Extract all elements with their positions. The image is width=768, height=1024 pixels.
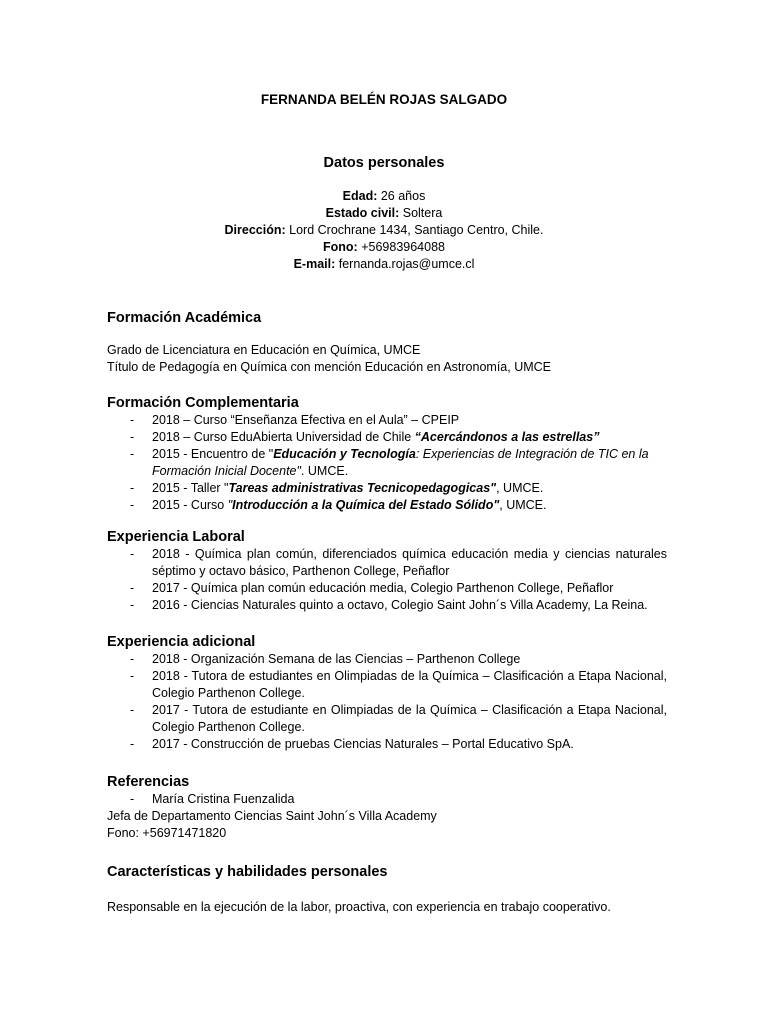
additional-section: [107, 633, 667, 753]
list-item: [107, 429, 667, 446]
item-text: 2017 - Química plan común educación media, Colegio Parthenon College, Peñaflor: [152, 581, 614, 595]
item-emphasis: Educación y Tecnología: [273, 447, 416, 461]
academic-title: Formación Académica: [107, 310, 262, 326]
dash-bullet: -: [130, 703, 135, 717]
list-item: [107, 446, 667, 480]
list-item: [107, 546, 667, 580]
personal-data-section: [0, 155, 768, 273]
item-text: 2018 – Curso EduAbierta Universidad de Chile: [152, 430, 415, 444]
reference-phone: Fono: +56971471820: [107, 826, 227, 840]
dash-bullet: -: [130, 598, 135, 612]
item-emphasis: Tareas administrativas Tecnicopedagogicas": [228, 481, 497, 495]
academic-line: Título de Pedagogía en Química con mención Educación en Astronomía, UMCE: [107, 360, 551, 374]
complementary-title: Formación Complementaria: [107, 395, 299, 411]
reference-role: Jefa de Departamento Ciencias Saint John´s Villa Academy: [107, 809, 437, 823]
item-text: 2018 - Tutora de estudiantes en Olimpiadas de la Química – Clasificación a Etapa Nacional, Colegio Parthenon College.: [152, 669, 667, 700]
list-item: [107, 412, 667, 429]
work-title: Experiencia Laboral: [107, 529, 245, 545]
age-value: 26 años: [377, 189, 426, 203]
list-item: [107, 651, 667, 668]
item-suffix: . UMCE.: [300, 464, 349, 478]
dash-bullet: -: [130, 481, 135, 495]
list-item: [107, 791, 667, 808]
skills-section: [107, 863, 667, 916]
dash-bullet: -: [130, 547, 135, 561]
academic-section: [107, 309, 667, 376]
list-item: [107, 736, 667, 753]
phone-label: Fono:: [323, 240, 358, 254]
dash-bullet: -: [130, 581, 135, 595]
dash-bullet: -: [130, 447, 135, 461]
item-text: 2016 - Ciencias Naturales quinto a octavo, Colegio Saint John´s Villa Academy, La Reina.: [152, 598, 648, 612]
dash-bullet: -: [130, 737, 135, 751]
dash-bullet: -: [130, 652, 135, 666]
address-value: Lord Crochrane 1434, Santiago Centro, Chile.: [285, 223, 544, 237]
skills-text: Responsable en la ejecución de la labor, proactiva, con experiencia en trabajo cooperativo.: [107, 900, 611, 914]
dash-bullet: -: [130, 669, 135, 683]
dash-bullet: -: [130, 498, 135, 512]
item-suffix: , UMCE.: [499, 498, 547, 512]
item-italic: ": [227, 498, 233, 512]
cv-name: FERNANDA BELÉN ROJAS SALGADO: [260, 92, 508, 107]
work-list: [107, 546, 667, 614]
list-item: [107, 668, 667, 702]
item-text: 2018 – Curso “Enseñanza Efectiva en el Aula” – CPEIP: [152, 413, 460, 427]
references-list: [107, 791, 667, 808]
item-emphasis: “Acercándonos a las estrellas”: [414, 430, 600, 444]
email-row: [0, 256, 768, 273]
item-text: 2015 - Encuentro de ": [152, 447, 274, 461]
item-text: 2015 - Curso: [152, 498, 228, 512]
dash-bullet: -: [130, 430, 135, 444]
reference-person: María Cristina Fuenzalida: [152, 792, 295, 806]
civil-status-value: Soltera: [399, 206, 443, 220]
item-text: 2017 - Construcción de pruebas Ciencias Naturales – Portal Educativo SpA.: [152, 737, 574, 751]
list-item: [107, 497, 667, 514]
skills-title: Características y habilidades personales: [107, 864, 388, 880]
item-text: 2017 - Tutora de estudiante en Olimpiadas de la Química – Clasificación a Etapa Nacional, Colegio Parthenon College.: [152, 703, 667, 734]
additional-list: [107, 651, 667, 753]
item-italic: : Experiencias de Integración de TIC en la Formación Inicial Docente": [152, 447, 649, 478]
complementary-list: [107, 412, 667, 514]
references-title: Referencias: [107, 774, 190, 790]
item-text: 2018 - Química plan común, diferenciados química educación media y ciencias naturales séptimo y octavo básico, Parthenon College, Peñaflor: [152, 547, 667, 578]
item-emphasis: Introducción a la Química del Estado Sólido": [232, 498, 500, 512]
civil-status-row: [0, 205, 768, 222]
civil-status-label: Estado civil:: [325, 206, 400, 220]
dash-bullet: -: [130, 413, 135, 427]
phone-row: [0, 239, 768, 256]
address-label: Dirección:: [224, 223, 286, 237]
list-item: [107, 480, 667, 497]
list-item: [107, 580, 667, 597]
item-text: 2015 - Taller ": [152, 481, 229, 495]
email-label: E-mail:: [293, 257, 336, 271]
phone-value: +56983964088: [357, 240, 445, 254]
academic-line: Grado de Licenciatura en Educación en Química, UMCE: [107, 343, 421, 357]
personal-data-title: Datos personales: [323, 155, 445, 171]
age-row: [0, 188, 768, 205]
complementary-section: [107, 394, 667, 514]
list-item: [107, 597, 667, 614]
address-row: [0, 222, 768, 239]
list-item: [107, 702, 667, 736]
email-value: fernanda.rojas@umce.cl: [335, 257, 475, 271]
additional-title: Experiencia adicional: [107, 634, 256, 650]
item-text: 2018 - Organización Semana de las Ciencias – Parthenon College: [152, 652, 521, 666]
work-section: [107, 528, 667, 614]
item-suffix: , UMCE.: [496, 481, 544, 495]
dash-bullet: -: [130, 792, 135, 806]
age-label: Edad:: [342, 189, 378, 203]
references-section: [107, 773, 667, 842]
